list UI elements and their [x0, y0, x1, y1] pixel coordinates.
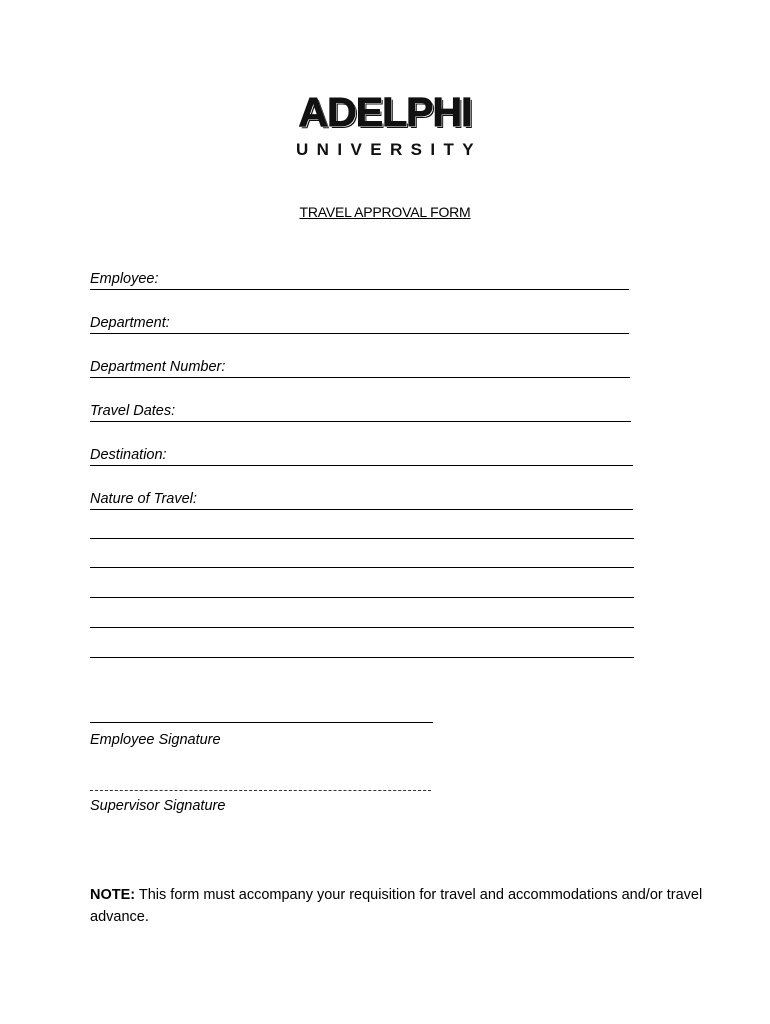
- form-title: TRAVEL APPROVAL FORM: [299, 204, 471, 220]
- department-number-label: Department Number:: [90, 359, 226, 375]
- university-logo: [0, 90, 770, 160]
- employee-field[interactable]: [90, 270, 629, 290]
- note-text: This form must accompany your requisition for travel and accommodations and/or travel advance.: [90, 887, 703, 925]
- supervisor-signature-line[interactable]: [90, 790, 431, 791]
- note-label: NOTE:: [90, 887, 136, 903]
- department-label: Department:: [90, 315, 170, 331]
- form-note: [90, 884, 710, 928]
- nature-of-travel-line[interactable]: [90, 627, 634, 628]
- nature-of-travel-line[interactable]: [90, 657, 634, 658]
- logo-subtitle: UNIVERSITY: [295, 140, 483, 159]
- travel-dates-field[interactable]: [90, 402, 631, 422]
- nature-of-travel-line[interactable]: [90, 567, 634, 568]
- nature-of-travel-field[interactable]: [90, 490, 633, 510]
- nature-of-travel-line[interactable]: [90, 597, 634, 598]
- travel-dates-label: Travel Dates:: [90, 403, 176, 419]
- employee-signature-line[interactable]: [90, 722, 433, 723]
- employee-signature-label: Employee Signature: [90, 732, 221, 748]
- destination-label: Destination:: [90, 447, 167, 463]
- logo-name: ADELPHI: [298, 89, 472, 135]
- nature-of-travel-label: Nature of Travel:: [90, 491, 197, 507]
- department-field[interactable]: [90, 314, 629, 334]
- employee-label: Employee:: [90, 271, 159, 287]
- nature-of-travel-line[interactable]: [90, 538, 634, 539]
- supervisor-signature-label: Supervisor Signature: [90, 798, 226, 814]
- department-number-field[interactable]: [90, 358, 630, 378]
- destination-field[interactable]: [90, 446, 633, 466]
